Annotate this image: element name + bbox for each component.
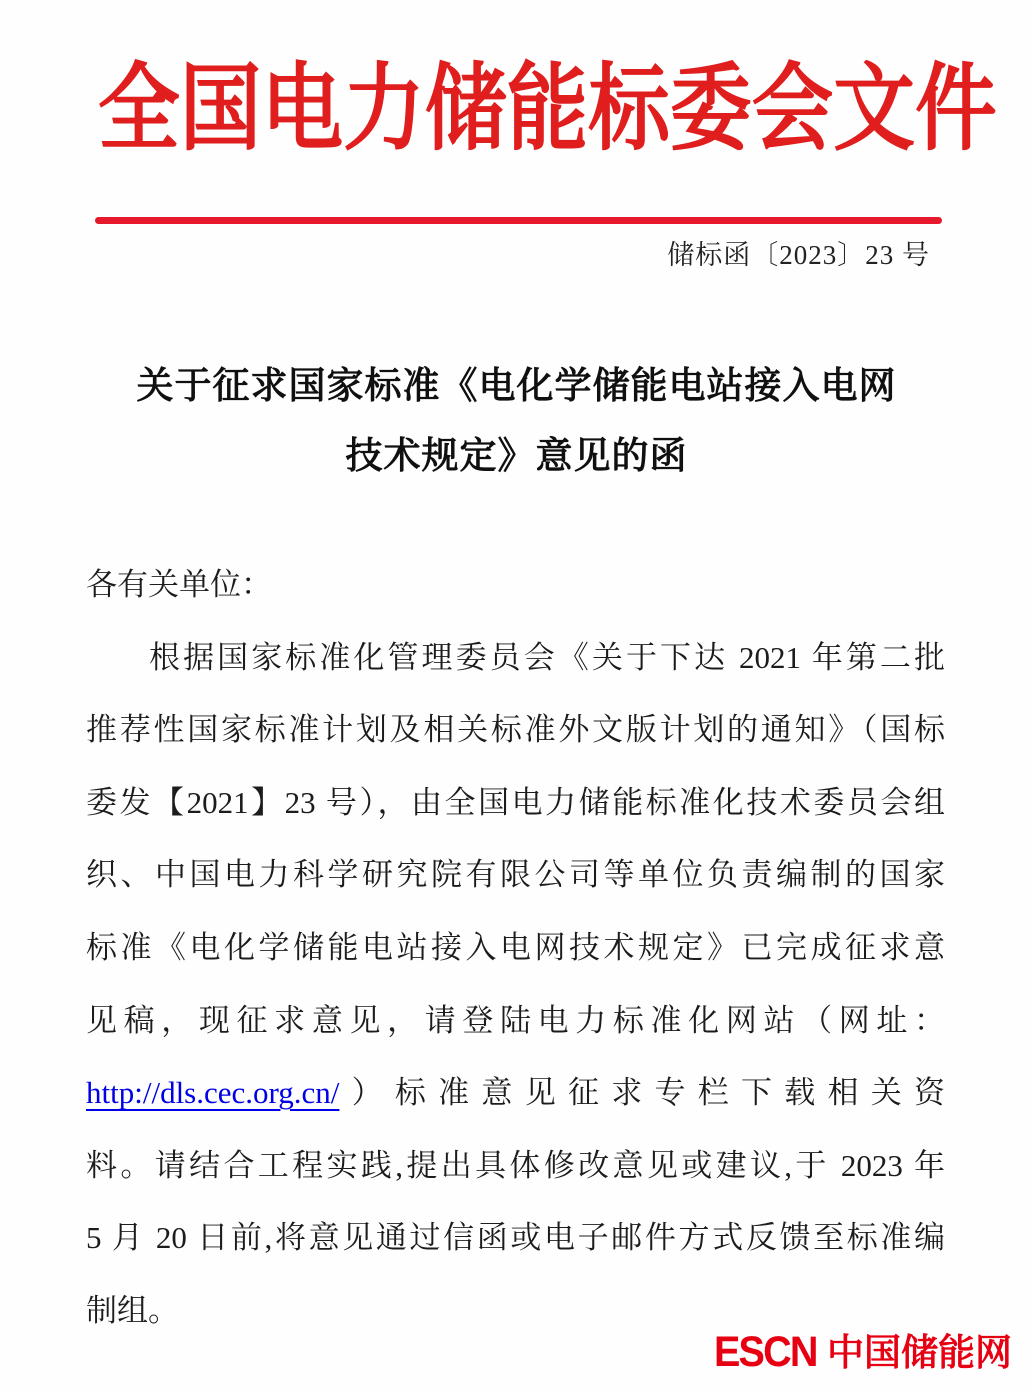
title-line-1: 关于征求国家标准《电化学储能电站接入电网 [136, 366, 897, 407]
body-text: 标准《电化学储能电站接入电网技术规定》已完成征求意 [86, 929, 945, 965]
escn-logo-chinese: 中国储能网 [827, 1332, 1012, 1373]
body-text: 制组。 [86, 1292, 179, 1328]
red-divider-line [95, 217, 942, 224]
body-text: 推荐性国家标准计划及相关标准外文版计划的通知》（国标 [86, 712, 945, 748]
escn-logo-latin: ESCN [713, 1328, 817, 1376]
body-line [86, 1130, 945, 1203]
body-line [86, 1202, 945, 1275]
body-text: 织、中国电力科学研究院有限公司等单位负责编制的国家 [86, 857, 945, 893]
body-line [86, 985, 945, 1058]
body-text: 料。请结合工程实践,提出具体修改意见或建议,于 2023 年 [86, 1147, 945, 1183]
body-line [86, 839, 945, 912]
body-line [86, 1057, 945, 1130]
doc-number: 储标函〔2023〕23 号 [667, 240, 930, 270]
body-line [86, 549, 945, 622]
body-line [86, 767, 945, 840]
letterhead-title: 全国电力储能标委会文件 [98, 56, 997, 162]
body-line [86, 694, 945, 767]
escn-logo [713, 1328, 1012, 1376]
body-line [86, 912, 945, 985]
body-text: 5 月 20 日前,将意见通过信函或电子邮件方式反馈至标准编 [86, 1220, 945, 1256]
body-text: 根据国家标准化管理委员会《关于下达 2021 年第二批 [149, 639, 945, 675]
letter-body [86, 549, 945, 1348]
body-text: 见稿，现征求意见，请登陆电力标准化网站（网址： [86, 1002, 945, 1038]
body-line [86, 622, 945, 695]
body-text: 委发【2021】23 号），由全国电力储能标准化技术委员会组 [86, 784, 945, 820]
page-title [0, 352, 1033, 492]
body-text: ）标准意见征求专栏下载相关资 [339, 1075, 945, 1111]
title-line-2: 技术规定》意见的函 [345, 436, 688, 477]
website-link[interactable]: http://dls.cec.org.cn/ [86, 1075, 340, 1111]
body-text: 各有关单位： [86, 567, 272, 602]
